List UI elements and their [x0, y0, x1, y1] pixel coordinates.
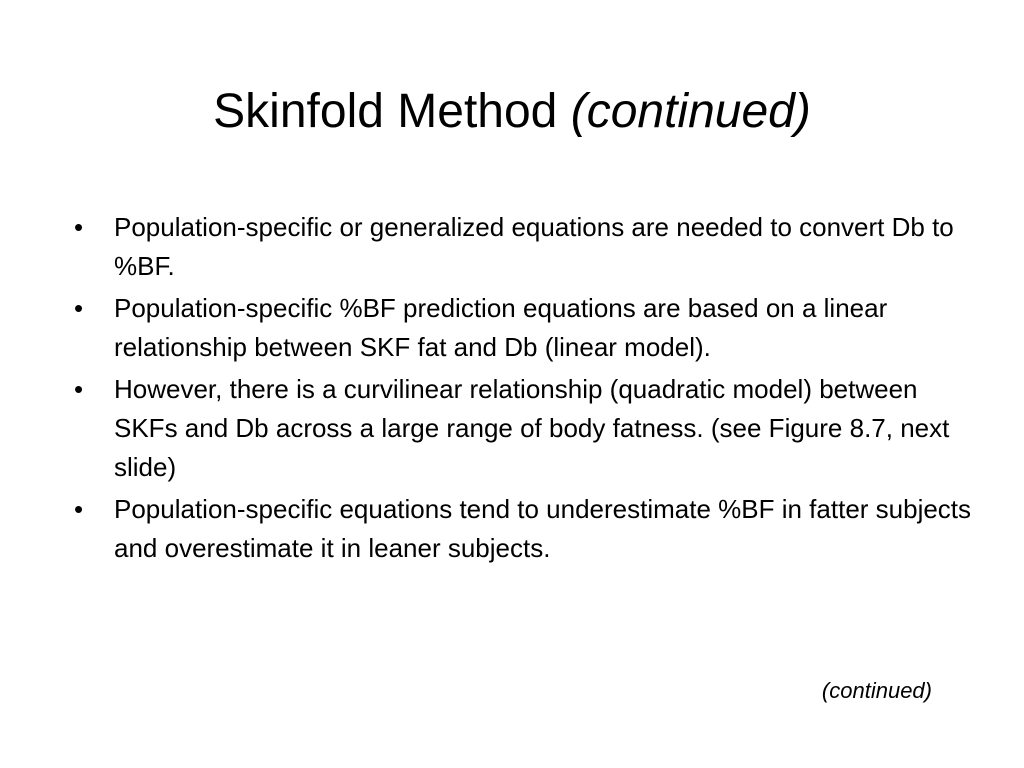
bullet-item [72, 490, 972, 568]
bullet-item [72, 370, 972, 487]
bullet-dot-icon: • [74, 293, 84, 323]
bullet-text: Population-specific equations tend to underestimate %BF in fatter subjects and overestimate it in leaner subjects. [114, 494, 972, 563]
bullet-dot-icon: • [74, 374, 84, 404]
bullet-item [72, 208, 972, 286]
bullet-item [72, 289, 972, 367]
slide-title-main: Skinfold Method [213, 85, 571, 138]
continued-note: (continued) [821, 678, 932, 703]
bullet-text: Population-specific %BF prediction equations are based on a linear relationship between SKF fat and Db (linear model). [114, 293, 888, 362]
bullet-dot-icon: • [74, 212, 84, 242]
bullet-list [72, 208, 972, 571]
bullet-text: However, there is a curvilinear relationship (quadratic model) between SKFs and Db across a large range of body fatness. (see Figure 8.7, next slide) [114, 374, 950, 482]
bullet-dot-icon: • [74, 494, 84, 524]
slide-title [0, 82, 1024, 142]
bullet-text: Population-specific or generalized equations are needed to convert Db to %BF. [114, 212, 954, 281]
slide-title-italic: (continued) [570, 85, 811, 138]
